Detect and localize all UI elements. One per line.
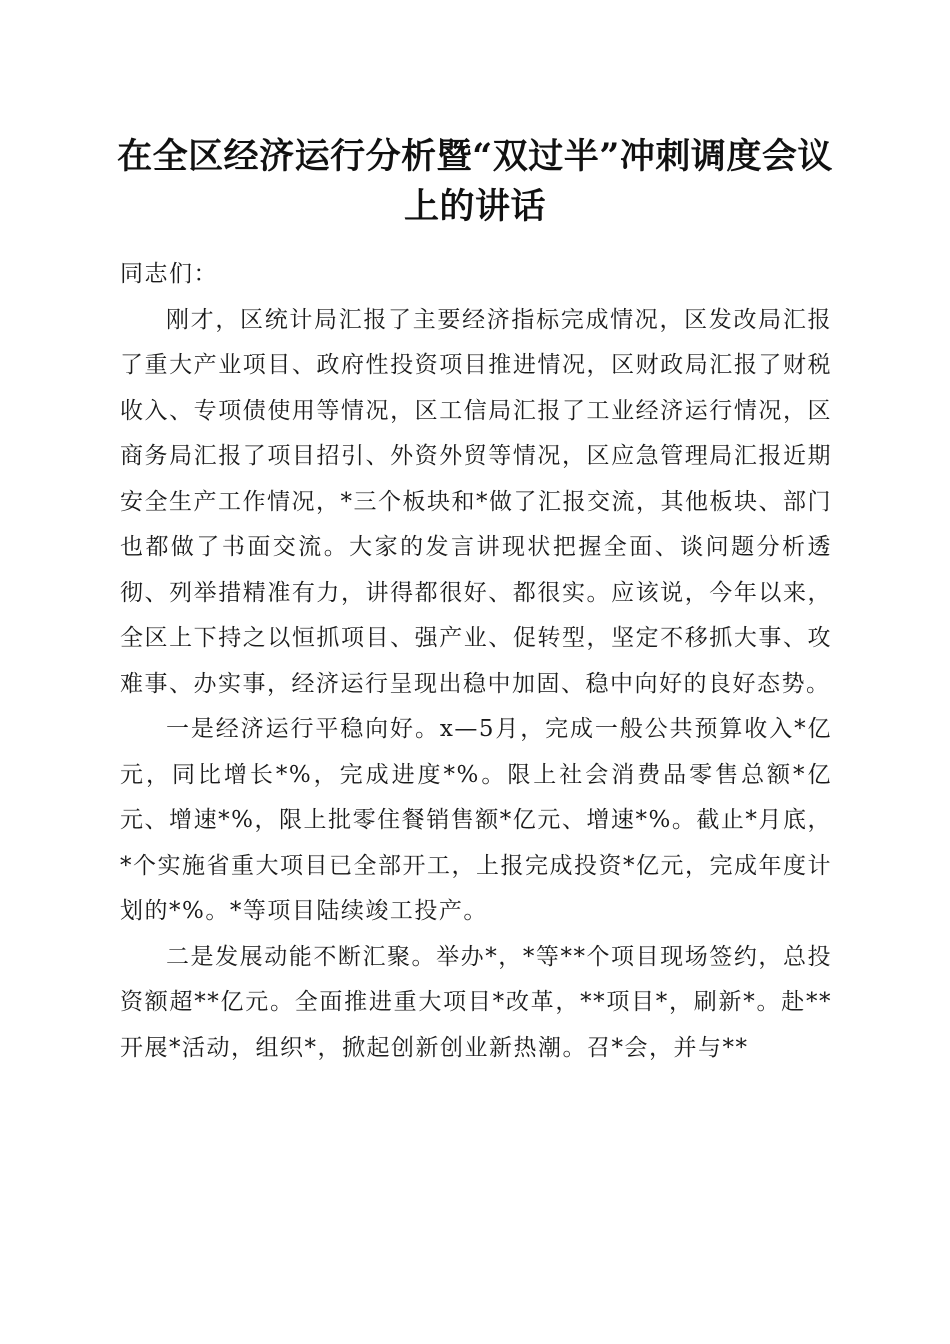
paragraph-development-momentum: 二是发展动能不断汇聚。举办*，*等**个项目现场签约，总投资额超**亿元。全面推进重大项目*改革，**项目*，刷新*。赴**开展*活动，组织*，掀起创新创业新热潮。召*会，并与** (120, 943, 832, 1061)
salutation: 同志们： (120, 261, 218, 287)
paragraph-economic-operation: 一是经济运行平稳向好。x—5月，完成一般公共预算收入*亿元，同比增长*%，完成进度*%。限上社会消费品零售总额*亿元、增速*%，限上批零住餐销售额*亿元、增速*%。截止*月底，*个实施省重大项目已全部开工，上报完成投资*亿元，完成年度计划的*%。*等项目陆续竣工投产。 (120, 716, 832, 924)
paragraph-opening: 刚才，区统计局汇报了主要经济指标完成情况，区发改局汇报了重大产业项目、政府性投资项目推进情况，区财政局汇报了财税收入、专项债使用等情况，区工信局汇报了工业经济运行情况，区商务局汇报了项目招引、外资外贸等情况，区应急管理局汇报近期安全生产工作情况，*三个板块和*做了汇报交流，其他板块、部门也都做了书面交流。大家的发言讲现状把握全面、谈问题分析透彻、列举措精准有力，讲得都很好、都很实。应该说，今年以来，全区上下持之以恒抓项目、强产业、促转型，坚定不移抓大事、攻难事、办实事，经济运行呈现出稳中加固、稳中向好的良好态势。 (120, 306, 832, 697)
document-body (120, 252, 832, 1071)
document-title: 在全区经济运行分析暨“双过半”冲刺调度会议上的讲话 (117, 136, 833, 227)
